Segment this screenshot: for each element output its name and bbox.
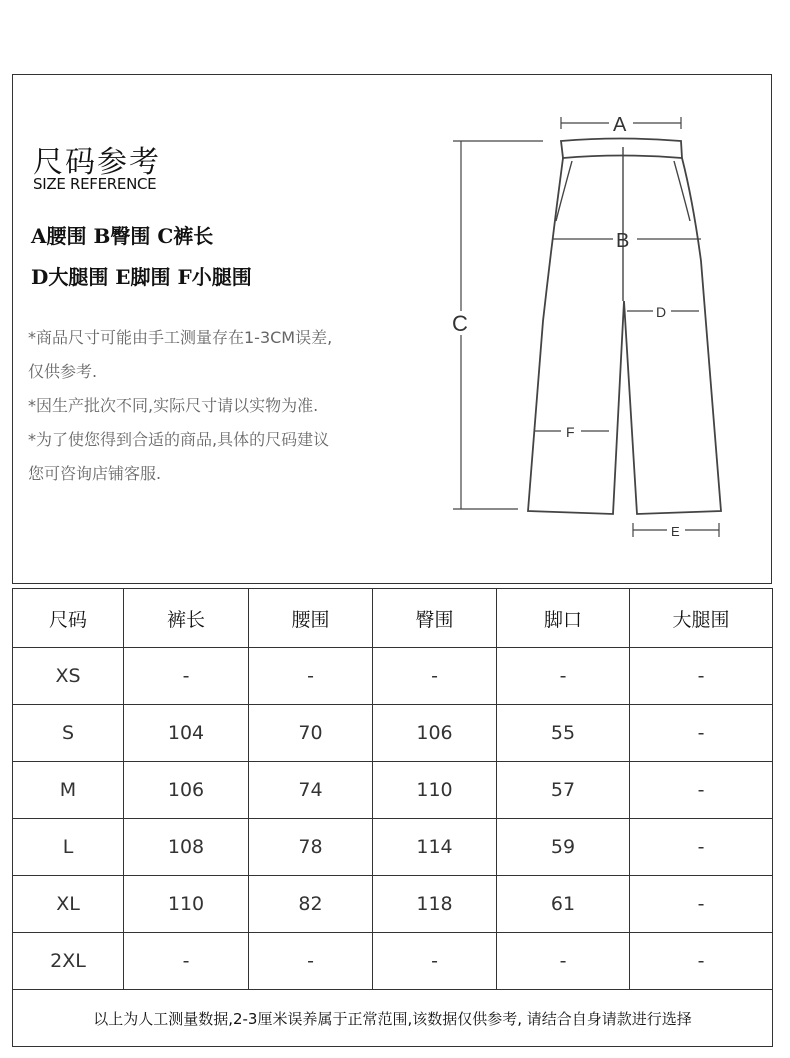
cell-waist: - [249, 933, 373, 990]
cell-size: XS [13, 648, 124, 705]
size-table [12, 588, 773, 1047]
measurement-legend-line-2: D大腿围 E脚围 F小腿围 [31, 265, 252, 289]
cell-size: XL [13, 876, 124, 933]
cell-hip: - [373, 933, 497, 990]
header-waist: 腰围 [249, 589, 373, 648]
section-title: 尺码参考 [33, 145, 161, 180]
table-row [13, 762, 773, 819]
cell-hip: 114 [373, 819, 497, 876]
cell-thigh: - [630, 705, 773, 762]
label-a: A [613, 114, 627, 136]
cell-hip: - [373, 648, 497, 705]
header-hip: 臀围 [373, 589, 497, 648]
table-row [13, 933, 773, 990]
note-error [28, 321, 332, 389]
cell-thigh: - [630, 762, 773, 819]
cell-length: - [124, 648, 249, 705]
cell-size: 2XL [13, 933, 124, 990]
cell-waist: 78 [249, 819, 373, 876]
cell-size: L [13, 819, 124, 876]
label-b: B [616, 230, 630, 252]
cell-waist: 70 [249, 705, 373, 762]
cell-length: 110 [124, 876, 249, 933]
header-size: 尺码 [13, 589, 124, 648]
cell-hem: 57 [497, 762, 630, 819]
cell-size: M [13, 762, 124, 819]
cell-length: - [124, 933, 249, 990]
cell-thigh: - [630, 819, 773, 876]
cell-thigh: - [630, 933, 773, 990]
cell-hem: 55 [497, 705, 630, 762]
note-line: 您可咨询店铺客服. [28, 464, 162, 483]
cell-waist: 82 [249, 876, 373, 933]
cell-size: S [13, 705, 124, 762]
header-thigh: 大腿围 [630, 589, 773, 648]
label-d: D [656, 304, 667, 320]
pants-diagram [433, 105, 733, 555]
cell-hip: 110 [373, 762, 497, 819]
section-subtitle: SIZE REFERENCE [33, 175, 157, 193]
note-line: *为了使您得到合适的商品,具体的尺码建议 [28, 430, 330, 449]
cell-hem: - [497, 648, 630, 705]
cell-length: 108 [124, 819, 249, 876]
cell-thigh: - [630, 876, 773, 933]
cell-length: 106 [124, 762, 249, 819]
cell-hem: 59 [497, 819, 630, 876]
cell-length: 104 [124, 705, 249, 762]
size-reference-panel [12, 74, 772, 584]
label-e: E [671, 524, 680, 539]
table-row [13, 705, 773, 762]
cell-hip: 118 [373, 876, 497, 933]
cell-hip: 106 [373, 705, 497, 762]
cell-waist: 74 [249, 762, 373, 819]
table-header-row [13, 589, 773, 648]
header-hem: 脚口 [497, 589, 630, 648]
cell-hem: 61 [497, 876, 630, 933]
note-line: *商品尺寸可能由手工测量存在1-3CM误差, [28, 328, 333, 347]
cell-hem: - [497, 933, 630, 990]
measurement-legend-line-1: A腰围 B臀围 C裤长 [31, 224, 214, 248]
note-line: 仅供参考. [28, 362, 98, 381]
table-row [13, 876, 773, 933]
header-length: 裤长 [124, 589, 249, 648]
cell-waist: - [249, 648, 373, 705]
table-footer-row [13, 990, 773, 1047]
table-row [13, 819, 773, 876]
note-advice [28, 423, 329, 491]
table-row [13, 648, 773, 705]
note-batch: *因生产批次不同,实际尺寸请以实物为准. [28, 396, 319, 415]
table-footer-note: 以上为人工测量数据,2-3厘米误养属于正常范围,该数据仅供参考, 请结合自身请款进行选择 [13, 990, 773, 1047]
label-f: F [566, 424, 575, 440]
label-c: C [452, 311, 468, 336]
pants-outline [528, 139, 721, 515]
cell-thigh: - [630, 648, 773, 705]
